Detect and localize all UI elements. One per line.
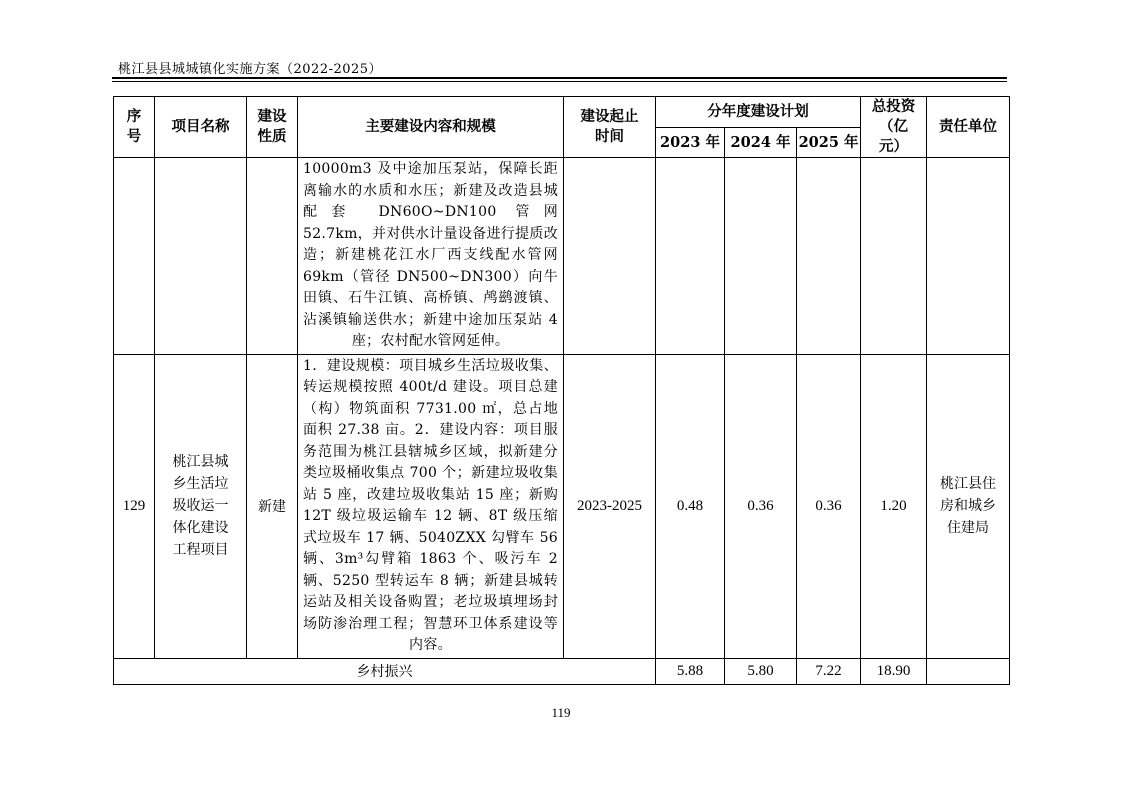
subtotal-2024: 5.80 [725,658,797,684]
header-year-2025: 2025 年 [797,128,861,158]
document-header: 桃江县县城城镇化实施方案（2022-2025） [118,62,383,77]
cell-2023 [656,158,725,355]
cell-period: 2023-2025 [564,354,656,658]
cell-content: 10000m3 及中途加压泵站，保障长距离输水的水质和水压；新建及改造县城配套 DN60O~DN100 管网 52.7km，并对供水计量设备进行提质改造；新建桃花江水厂西支线配水管网 69km（管径 DN500~DN300）向牛田镇、石牛江镇、高桥镇、鸬鹚渡镇、沾溪镇输送供水；新建中途加压泵站 4 座；农村配水管网延伸。 [298,158,564,355]
subtotal-total: 18.90 [861,658,927,684]
cell-2025 [797,158,861,355]
project-table [113,96,1010,685]
cell-name: 桃江县城乡生活垃圾收运一体化建设工程项目 [155,354,247,658]
header-content: 主要建设内容和规模 [298,97,564,158]
table-row-continuation [114,158,1010,355]
cell-content: 1．建设规模：项目城乡生活垃圾收集、转运规模按照 400t/d 建设。项目总建（构）物筑面积 7731.00 ㎡，总占地面积 27.38 亩。2．建设内容：项目服务范围为桃江县辖城乡区域，拟新建分类垃圾桶收集点 700 个；新建垃圾收集站 5 座，改建垃圾收集站 15 座；新购 12T 级垃圾运输车 12 辆、8T 级压缩式垃圾车 17 辆、5040ZXX 勾臂车 56 辆、3m³勾臂箱 1863 个、吸污车 2 辆、5250 型转运车 8 辆；新建县城转运站及相关设备购置；老垃圾填埋场封场防渗治理工程；智慧环卫体系建设等内容。 [298,354,564,658]
page-number: 119 [551,705,571,720]
cell-2024 [725,158,797,355]
cell-unit [927,158,1010,355]
header-unit: 责任单位 [927,97,1010,158]
header-rule-thin [112,81,1007,82]
cell-2024: 0.36 [725,354,797,658]
subtotal-unit [927,658,1010,684]
subtotal-2023: 5.88 [656,658,725,684]
header-total: 总投资（亿元） [861,97,927,158]
cell-total: 1.20 [861,354,927,658]
cell-nature: 新建 [247,354,298,658]
subtotal-2025: 7.22 [797,658,861,684]
cell-nature [247,158,298,355]
header-year-2024: 2024 年 [725,128,797,158]
header-year-2023: 2023 年 [656,128,725,158]
cell-period [564,158,656,355]
header-annual-plan: 分年度建设计划 [656,97,861,128]
header-period: 建设起止时间 [564,97,656,158]
table-row-subtotal [114,658,1010,684]
cell-seq [114,158,155,355]
cell-2025: 0.36 [797,354,861,658]
cell-seq: 129 [114,354,155,658]
header-name: 项目名称 [155,97,247,158]
cell-name [155,158,247,355]
header-nature: 建设性质 [247,97,298,158]
cell-2023: 0.48 [656,354,725,658]
subtotal-label: 乡村振兴 [114,658,656,684]
cell-unit: 桃江县住房和城乡住建局 [927,354,1010,658]
header-rule-thick [112,77,1007,79]
header-seq: 序号 [114,97,155,158]
cell-total [861,158,927,355]
table-row-129 [114,354,1010,658]
table-header [114,97,1010,158]
